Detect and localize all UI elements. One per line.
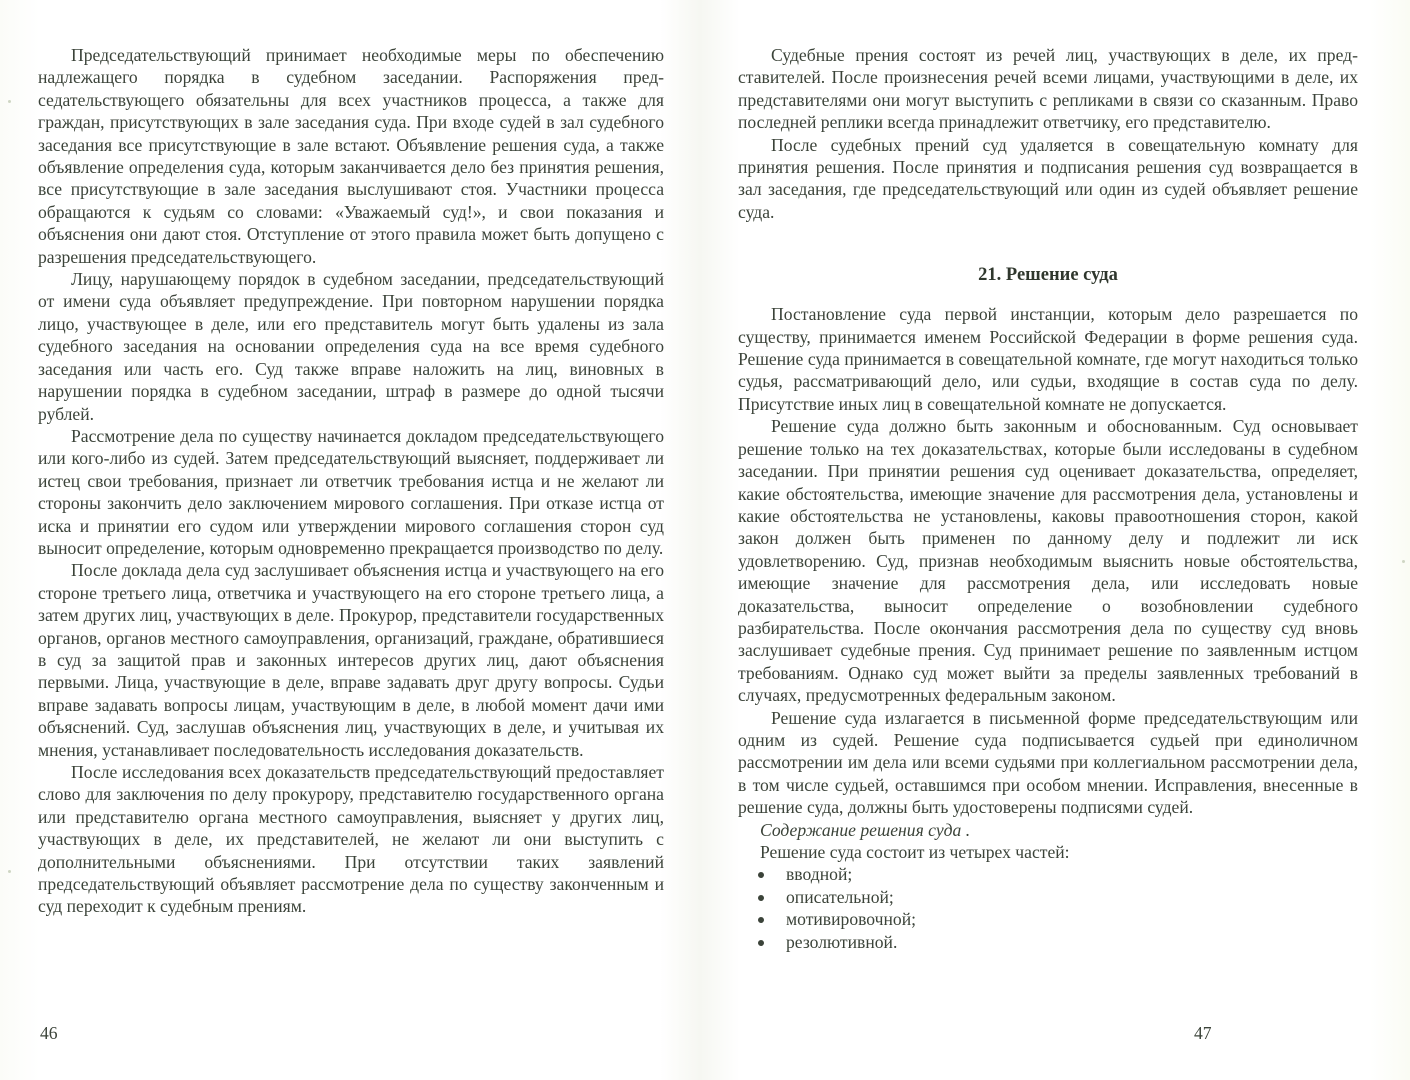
bullet-icon: [758, 895, 764, 901]
paragraph: Решение суда должно быть законным и обоснованным. Суд основывает решение только на тех доказательствах, которые были исследованы в судебном заседании. При принятии решения суд оценивает доказательства, определяет, какие обстоятельства, имеющие значение для рассмотрения дела, установлены и какие обстоятельства не установлены, каковы правоотношения сторон, какой закон должен быть применен по данному делу и подлежит ли иск удовлетворению. Суд, признав необходимым выяснить новые обстоятельства, имеющие значение для рассмотрения дела, или исследовать новые доказательства, выносит определение о возобновлении судебного разбирательства. После окончания рассмотрения дела по существу суд вновь заслушивает судебные прения. Суд принимает решение по заявленным истцом требованиям. Однако суд может выйти за пределы заявленных требований в случаях, предусмотренных федеральным законом.: [738, 416, 1358, 706]
scan-speck: [1402, 560, 1405, 563]
list-item: [756, 863, 1358, 885]
bullet-icon: [758, 872, 764, 878]
subheading: Содержание решения суда .: [760, 819, 971, 840]
list-item: [756, 886, 1358, 908]
paragraph: Постановление суда первой инстанции, которым дело разрешается по существу, принимается именем Российской Федерации в форме решения суда. Решение суда принимается в совещательной комнате, где могут находиться только судья, рассматривающий дело, или судьи, входящие в состав суда по делу. Присутствие иных лиц в совещательной комнате не допускается.: [738, 304, 1358, 414]
paragraph: После исследования всех доказательств председательствующий предоставляет слово для заключения по делу прокурору, представителю государственного органа или представителю органа местного самоуправления, выясняет у других лиц, участвующих в деле, их представителей, не желают ли они выступить с дополнительными объяснениями. При отсутствии таких заявлений председательствующий объявляет рассмотрение дела по существу законченным и суд переходит к судебным прениям.: [38, 762, 664, 917]
paragraph: Рассмотрение дела по существу начинается докладом председательствующего или кого-либо из судей. Затем председательствующий выясняет, поддерживает ли истец свои требования, признает ли ответчик требования истца и не желают ли стороны закончить дело заключением мирового соглашения. При отказе истца от иска и принятии его судом или утверждении мирового соглашения сторон суд выносит определение, которым одновременно прекращается производство по делу.: [38, 425, 664, 558]
list-lead: Решение суда состоит из четырех частей:: [760, 842, 1070, 862]
list-item: [756, 908, 1358, 930]
list-item-text: резолютивной.: [786, 931, 898, 952]
parts-list: [738, 863, 1358, 953]
left-page: [38, 44, 664, 918]
bullet-icon: [758, 940, 764, 946]
page-number-left: 46: [40, 1023, 58, 1043]
paragraph: Решение суда излагается в письменной форме председательствующим или одним из судей. Решение суда подписывается судьей при единоличном рассмотрении им дела или всеми судьями при коллегиальном рассмотрении дела, в том числе судьей, оставшимся при особом мнении. Исправления, внесенные в решение суда, должны быть удостоверены подписями судей.: [738, 707, 1358, 818]
list-item-text: мотивировочной;: [786, 909, 917, 930]
right-page: [738, 44, 1358, 953]
scan-speck: [8, 870, 11, 873]
list-item-text: вводной;: [786, 864, 853, 885]
list-item: [756, 931, 1358, 953]
section-heading: 21. Решение суда: [978, 265, 1118, 286]
list-item-text: описательной;: [786, 886, 894, 907]
page-number-right: 47: [1194, 1023, 1212, 1043]
paragraph: После судебных прений суд удаляется в совещательную комнату для принятия решения. После принятия и подписания решения суд возвращается в зал заседания, где председательствующий или один из судей объявляет решение суда.: [738, 134, 1358, 222]
scan-speck: [8, 100, 11, 103]
bullet-icon: [758, 917, 764, 923]
paragraph: После доклада дела суд заслушивает объяснения истца и участвующего на его стороне третьего лица, ответчика и участвующего на его стороне третьего лица, а затем других лиц, участвующих в деле. Прокурор, представители государственных органов, органов местного самоуправления, организаций, граждане, обратившиеся в суд за защитой прав и законных интересов других лиц, дают объяснения первыми. Лица, участвующие в деле, вправе задавать друг другу вопросы. Судьи вправе задавать вопросы лицам, участвующим в деле, в любой момент дачи ими объяснений. Суд, заслушав объяснения лиц, участвующих в деле, и учитывая их мнения, устанавливает последовательность исследования доказательств.: [38, 560, 664, 760]
paragraph: Лицу, нарушающему порядок в судебном заседании, председательствующий от имени суда объявляет предупреждение. При повторном нарушении порядка лицо, участвующее в деле, или его представитель могут быть удалены из зала судебного заседания на основании определения суда на все время судебного заседания или часть его. Суд также вправе наложить на лиц, виновных в нарушении порядка в судебном заседании, штраф в размере до одной тысячи рублей.: [38, 269, 664, 424]
spacer: [738, 223, 1358, 245]
paragraph: Председательствующий принимает необходимые меры по обеспечению надлежащего порядка в судебном заседании. Распоряжения председательствующего обязательны для всех участников процесса, а также для граждан, присутствующих в зале заседания суда. При входе судей в зал судебного заседания все присутствующие в зале встают. Объявление решения суда, а также объявление определения суда, которым заканчивается дело без принятия решения, все присутствующие в зале заседания выслушивают стоя. Участники процесса обращаются к судьям со словами: «Уважаемый суд!», и свои показания и объяснения они дают стоя. Отступление от этого правила может быть допущено с разрешения председательствующего.: [38, 45, 664, 267]
paragraph: Судебные прения состоят из речей лиц, участвующих в деле, их представителей. После произнесения речей всеми лицами, участвующими в деле, их представителями они могут выступить с репликами в связи со сказанным. Право последней реплики всегда принадлежит ответчику, его представителю.: [738, 45, 1358, 133]
